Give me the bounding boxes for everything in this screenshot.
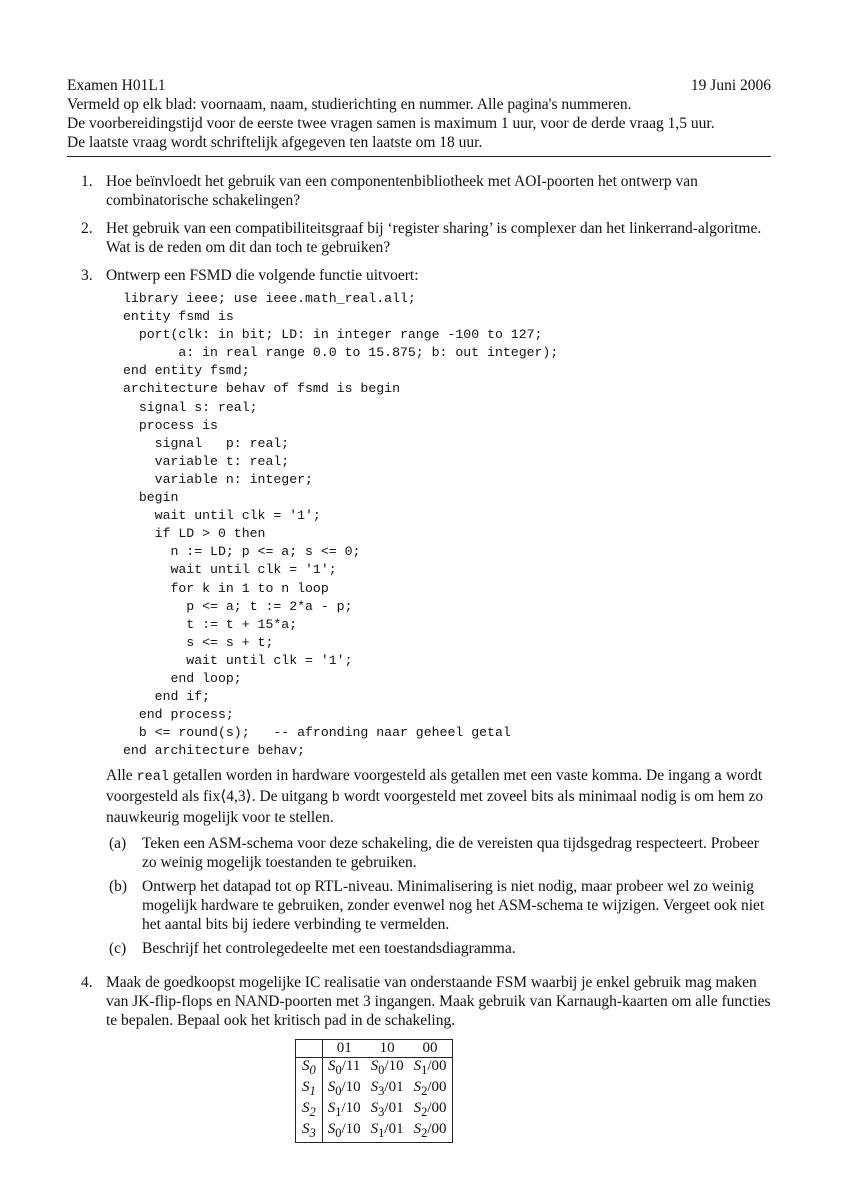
instruction-line: De voorbereidingstijd voor de eerste twee vragen samen is maximum 1 uur, voor de derde vraag 1,5 uur. [67,115,715,132]
code-line: architecture behav of fsmd is begin [123,381,400,397]
instruction-line: Vermeld op elk blad: voornaam, naam, studierichting en nummer. Alle pagina's nummeren. [67,96,632,113]
code-line: signal s: real; [123,399,258,415]
keyword-real: real [136,770,169,786]
code-line: variable n: integer; [123,471,313,487]
vhdl-code-block [123,290,771,760]
subquestion-c [106,939,771,958]
code-line: wait until clk = '1'; [123,562,337,578]
para-text: wordt voorgesteld met zoveel bits als minimaal nodig is om hem zo nauwkeurig mogelijk voor te stellen. [106,788,764,827]
table-body [296,1058,453,1143]
question-number: 3. [81,267,93,284]
code-line: a: in real range 0.0 to 15.875; b: out integer); [123,345,559,361]
code-line: end entity fsmd; [123,363,250,379]
exam-page [67,76,771,1143]
subquestion-b [106,877,771,934]
state-label: $S_2$ [296,1100,323,1121]
next-state-output-cell: $S_0/11$ [328,1058,361,1078]
state-label: $S_1$ [296,1079,323,1100]
para-text: getallen worden in hardware voorgesteld als getallen met een vaste komma. De ingang [168,767,715,785]
next-state-output-cell: $S_3/01$ [370,1079,404,1099]
keyword-a: a [714,770,723,786]
subquestion-label: (c) [109,940,127,958]
code-line: for k in 1 to n loop [123,580,329,596]
code-line: t := t + 15*a; [123,616,298,632]
corner-cell [296,1040,323,1058]
question-text: Hoe beïnvloedt het gebruik van een componentenbibliotheek met AOI-poorten het ontwerp van combinatorische schakelingen? [106,173,698,209]
code-line: end loop; [123,670,242,686]
question-intro: Ontwerp een FSMD die volgende functie uitvoert: [106,267,419,284]
para-text: wordt voorgesteld als fix⟨4,3⟩. De uitgang [106,767,763,806]
subquestion-text: Teken een ASM-schema voor deze schakeling, die de vereisten qua tijdsgedrag respecteert. Probeer zo weinig mogelijk toestanden te gebruiken. [142,835,759,872]
question-4 [67,973,771,1030]
subquestion-label: (b) [109,878,128,896]
question-2 [67,219,771,257]
code-line: signal p: real; [123,435,290,451]
subquestion-list [106,834,771,958]
exam-date: 19 Juni 2006 [690,77,771,94]
instruction-line: De laatste vraag wordt schriftelijk afgegeven ten laatste om 18 uur. [67,134,483,151]
para-text: Alle [106,767,137,785]
next-state-output-cell: $S_2/00$ [413,1100,447,1120]
next-state-output-cell: $S_1/10$ [327,1100,361,1120]
code-line: n := LD; p <= a; s <= 0; [123,544,361,560]
table-row [296,1100,453,1121]
question-number: 2. [81,220,93,237]
next-state-output-cell: $S_2/00$ [413,1079,447,1099]
next-state-output-cell: $S_0/10$ [327,1079,361,1099]
state-label: $S_0$ [296,1058,323,1080]
header-row [67,76,771,95]
code-line: end if; [123,689,211,705]
table-row [296,1058,453,1080]
subquestion-text: Beschrijf het controlegedeelte met een toestandsdiagramma. [142,940,516,958]
code-line: if LD > 0 then [123,526,266,542]
next-state-output-cell: $S_3/01$ [370,1100,404,1120]
code-line: end process; [123,707,234,723]
next-state-output-cell: $S_1/01$ [370,1121,404,1141]
subquestion-text: Ontwerp het datapad tot op RTL-niveau. Minimalisering is niet nodig, maar probeer wel zo weinig mogelijk hardware te gebruiken, zonder evenwel nog het ASM-schema te wijzigen. Vergeet ook niet het aantal bits bij iedere verbinding te vermelden. [142,878,765,934]
question-number: 1. [81,173,93,190]
code-line: begin [123,490,179,506]
column-header: 10 [366,1040,409,1058]
state-label: $S_3$ [296,1121,323,1143]
question-3 [67,266,771,958]
next-state-output-cell: $S_2/00$ [413,1121,447,1141]
keyword-b: b [331,791,340,807]
next-state-output-cell: $S_0/10$ [327,1121,361,1141]
column-header: 00 [409,1040,452,1058]
code-line: end architecture behav; [123,743,306,759]
code-line: variable t: real; [123,453,290,469]
code-line: b <= round(s); -- afronding naar geheel getal [123,725,511,741]
next-state-output-cell: $S_1/00$ [413,1058,447,1078]
code-line: port(clk: in bit; LD: in integer range -100 to 127; [123,327,543,343]
question-1 [67,172,771,210]
fsm-state-table [295,1039,453,1143]
exam-code: Examen H01L1 [67,77,166,94]
code-line: process is [123,417,218,433]
question-text: Maak de goedkoopst mogelijke IC realisatie van onderstaande FSM waarbij je enkel gebruik mag maken van JK-flip-flops en NAND-poorten met 3 ingangen. Maak gebruik van Karnaugh-kaarten om alle functies te bepalen. Bepaal ook het kritisch pad in de schakeling. [106,974,771,1030]
subquestion-a [106,834,771,872]
header-divider [67,156,771,157]
table-header-row [296,1040,453,1058]
code-line: wait until clk = '1'; [123,508,321,524]
table-row [296,1121,453,1143]
code-line: entity fsmd is [123,309,234,325]
table-row [296,1079,453,1100]
code-line: p <= a; t := 2*a - p; [123,598,353,614]
question-number: 4. [81,974,93,992]
column-header: 01 [322,1040,365,1058]
code-line: s <= s + t; [123,634,274,650]
code-line: library ieee; use ieee.math_real.all; [123,291,416,306]
code-line: wait until clk = '1'; [123,652,353,668]
next-state-output-cell: $S_0/10$ [370,1058,404,1078]
question-text: Het gebruik van een compatibiliteitsgraaf bij ‘register sharing’ is complexer dan het linkerrand-algoritme. Wat is de reden om dit dan toch te gebruiken? [106,220,762,256]
question-paragraph [106,766,771,827]
subquestion-label: (a) [109,835,127,853]
